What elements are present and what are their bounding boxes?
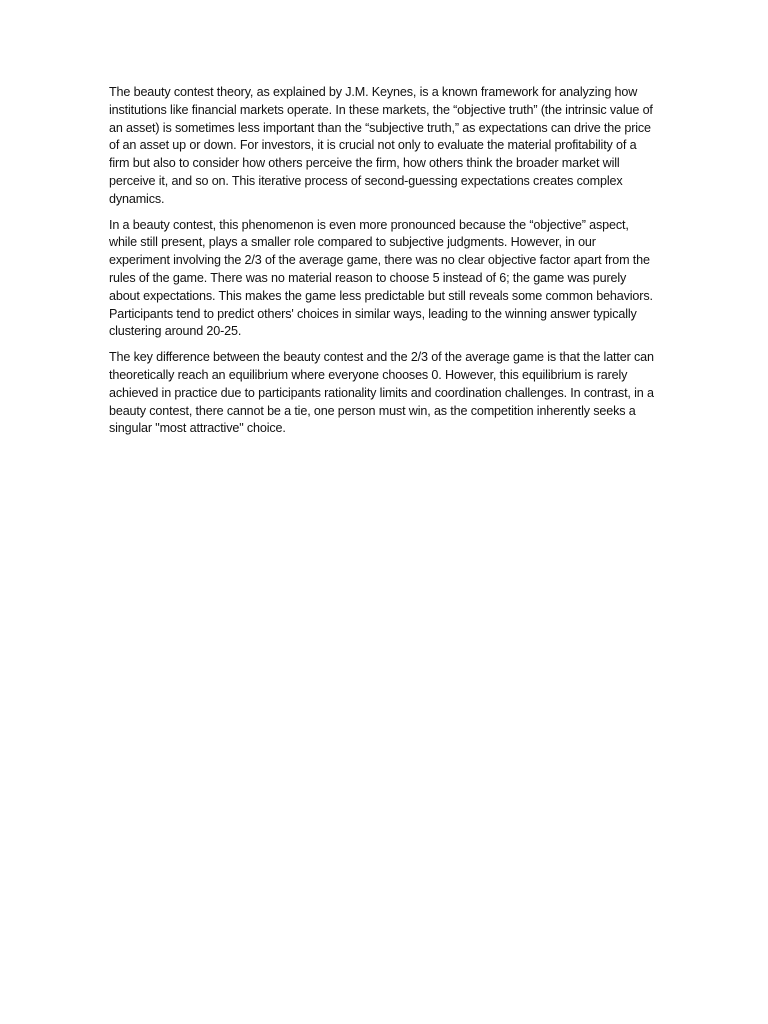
paragraph-beauty-contest-theory: The beauty contest theory, as explained by J.M. Keynes, is a known framework for analyzing how institutions like financial markets operate. In these markets, the “objective truth” (the intrinsic value of an asset) is sometimes less important than the “subjective truth,” as expectations can drive the price of an asset up or down. For investors, it is crucial not only to evaluate the material profitability of a firm but also to consider how others perceive the firm, how others think the broader market will perceive it, and so on. This iterative process of second-guessing expectations creates complex dynamics. bbox=[109, 85, 653, 206]
paragraph-key-difference: The key difference between the beauty contest and the 2/3 of the average game is that the latter can theoretically reach an equilibrium where everyone chooses 0. However, this equilibrium is rarely achieved in practice due to participants rationality limits and coordination challenges. In contrast, in a beauty contest, there cannot be a tie, one person must win, as the competition inherently seeks a singular "most attractive" choice. bbox=[109, 350, 654, 436]
paragraph-experiment: In a beauty contest, this phenomenon is even more pronounced because the “objective” aspect, while still present, plays a smaller role compared to subjective judgments. However, in our experiment involving the 2/3 of the average game, there was no clear objective factor apart from the rules of the game. There was no material reason to choose 5 instead of 6; the game was purely about expectations. This makes the game less predictable but still reveals some common behaviors. Participants tend to predict others' choices in similar ways, leading to the winning answer typically clustering around 20-25. bbox=[109, 217, 653, 339]
document-body bbox=[109, 84, 657, 446]
